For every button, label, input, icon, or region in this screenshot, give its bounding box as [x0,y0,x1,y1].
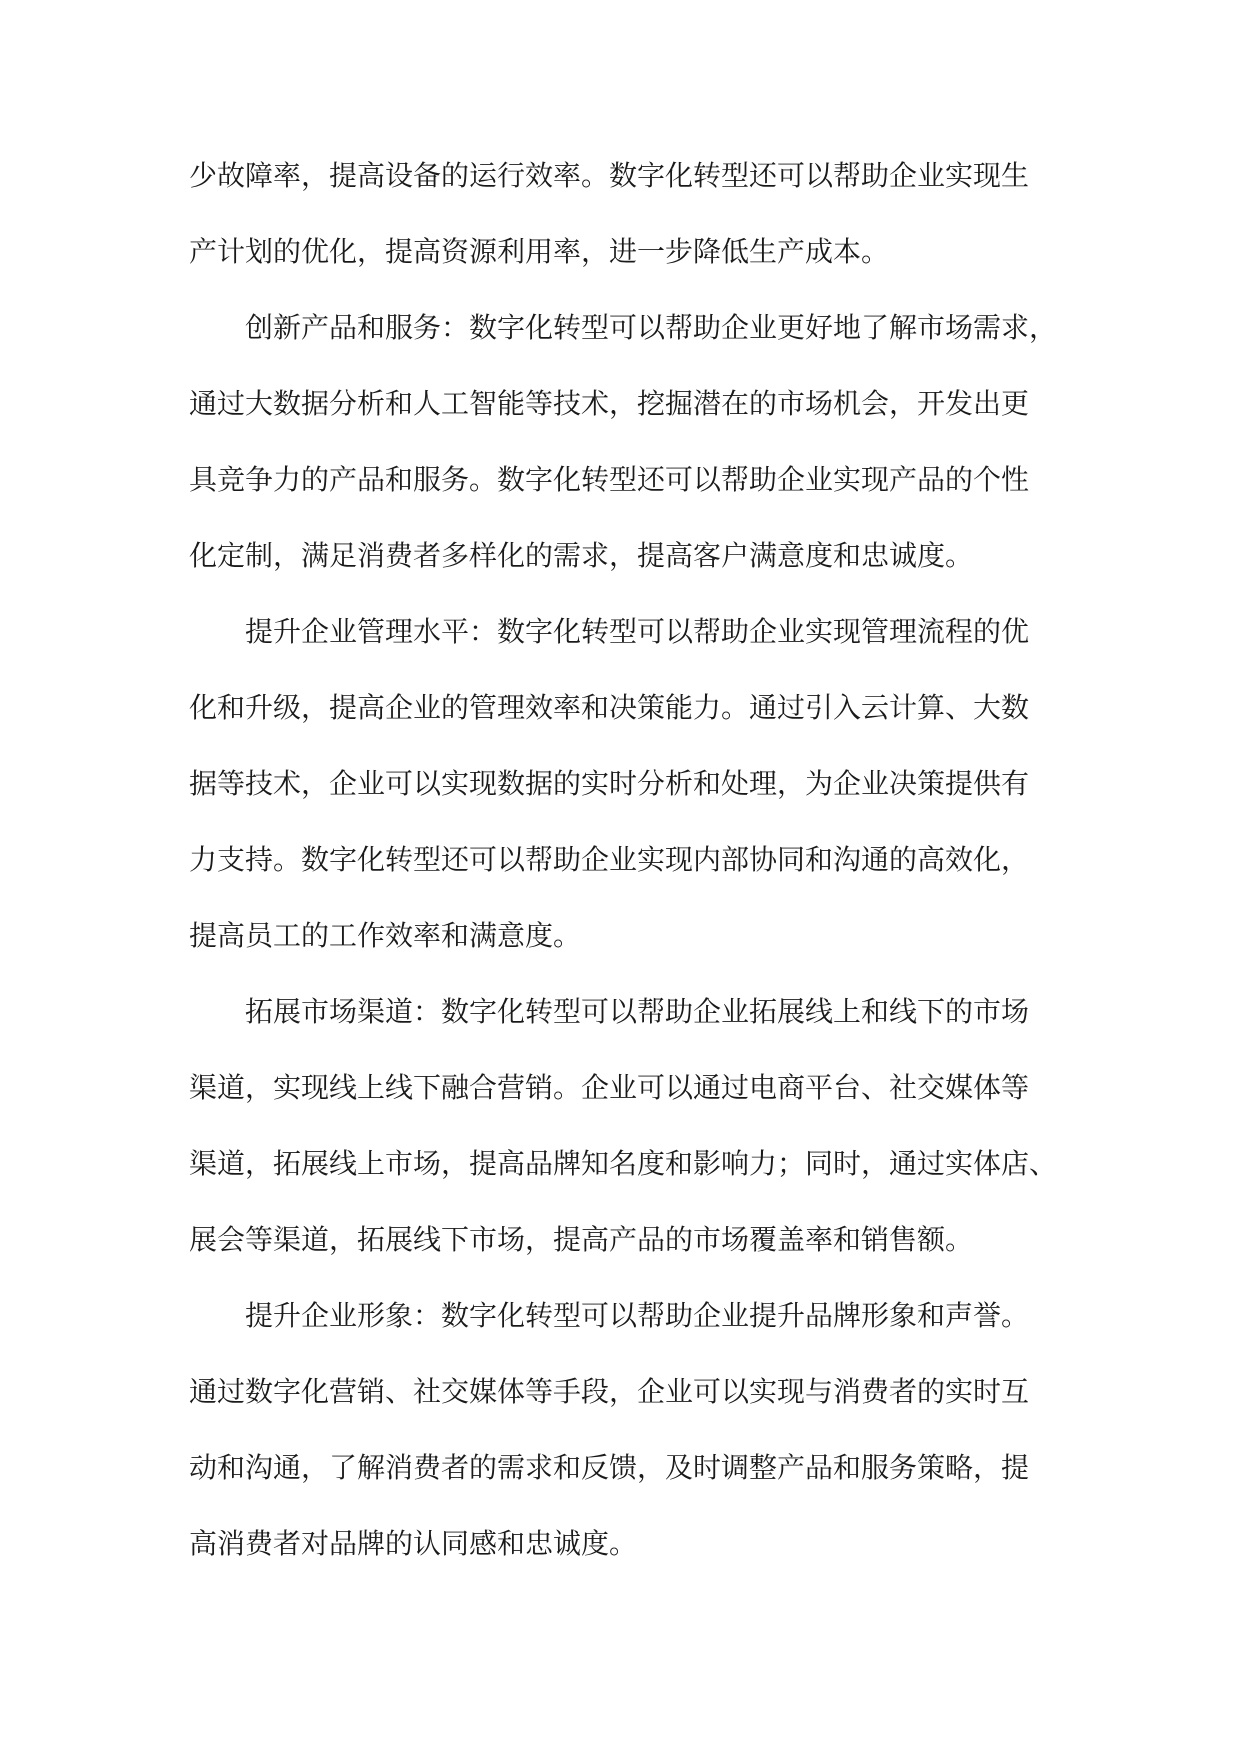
paragraph-2 [189,290,1069,594]
paragraph-line: 化定制，满足消费者多样化的需求，提高客户满意度和忠诚度。 [189,539,974,572]
paragraph-line: 通过数字化营销、社交媒体等手段，企业可以实现与消费者的实时互 [189,1375,1030,1408]
paragraph-line: 具竞争力的产品和服务。数字化转型还可以帮助企业实现产品的个性 [189,463,1030,496]
paragraph-line: 提升企业形象：数字化转型可以帮助企业提升品牌形象和声誉。 [245,1299,1030,1332]
paragraph-line: 化和升级，提高企业的管理效率和决策能力。通过引入云计算、大数 [189,691,1030,724]
paragraph-line: 少故障率，提高设备的运行效率。数字化转型还可以帮助企业实现生 [189,159,1030,192]
paragraph-line: 渠道，实现线上线下融合营销。企业可以通过电商平台、社交媒体等 [189,1071,1030,1104]
document-body [189,138,1069,1582]
paragraph-line: 拓展市场渠道：数字化转型可以帮助企业拓展线上和线下的市场 [245,995,1030,1028]
paragraph-line: 提升企业管理水平：数字化转型可以帮助企业实现管理流程的优 [245,615,1030,648]
paragraph-line: 产计划的优化，提高资源利用率，进一步降低生产成本。 [189,235,890,268]
paragraph-line: 据等技术，企业可以实现数据的实时分析和处理，为企业决策提供有 [189,767,1030,800]
paragraph-line: 展会等渠道，拓展线下市场，提高产品的市场覆盖率和销售额。 [189,1223,974,1256]
paragraph-4 [189,974,1069,1278]
paragraph-line: 力支持。数字化转型还可以帮助企业实现内部协同和沟通的高效化， [189,843,1030,876]
paragraph-line: 通过大数据分析和人工智能等技术，挖掘潜在的市场机会，开发出更 [189,387,1030,420]
paragraph-5 [189,1278,1069,1582]
paragraph-line: 提高员工的工作效率和满意度。 [189,919,582,952]
paragraph-line: 渠道，拓展线上市场，提高品牌知名度和影响力；同时，通过实体店、 [189,1147,1058,1180]
paragraph-line: 创新产品和服务：数字化转型可以帮助企业更好地了解市场需求， [245,311,1058,344]
paragraph-3 [189,594,1069,974]
paragraph-1 [189,138,1069,290]
paragraph-line: 高消费者对品牌的认同感和忠诚度。 [189,1527,638,1560]
paragraph-line: 动和沟通，了解消费者的需求和反馈，及时调整产品和服务策略，提 [189,1451,1030,1484]
